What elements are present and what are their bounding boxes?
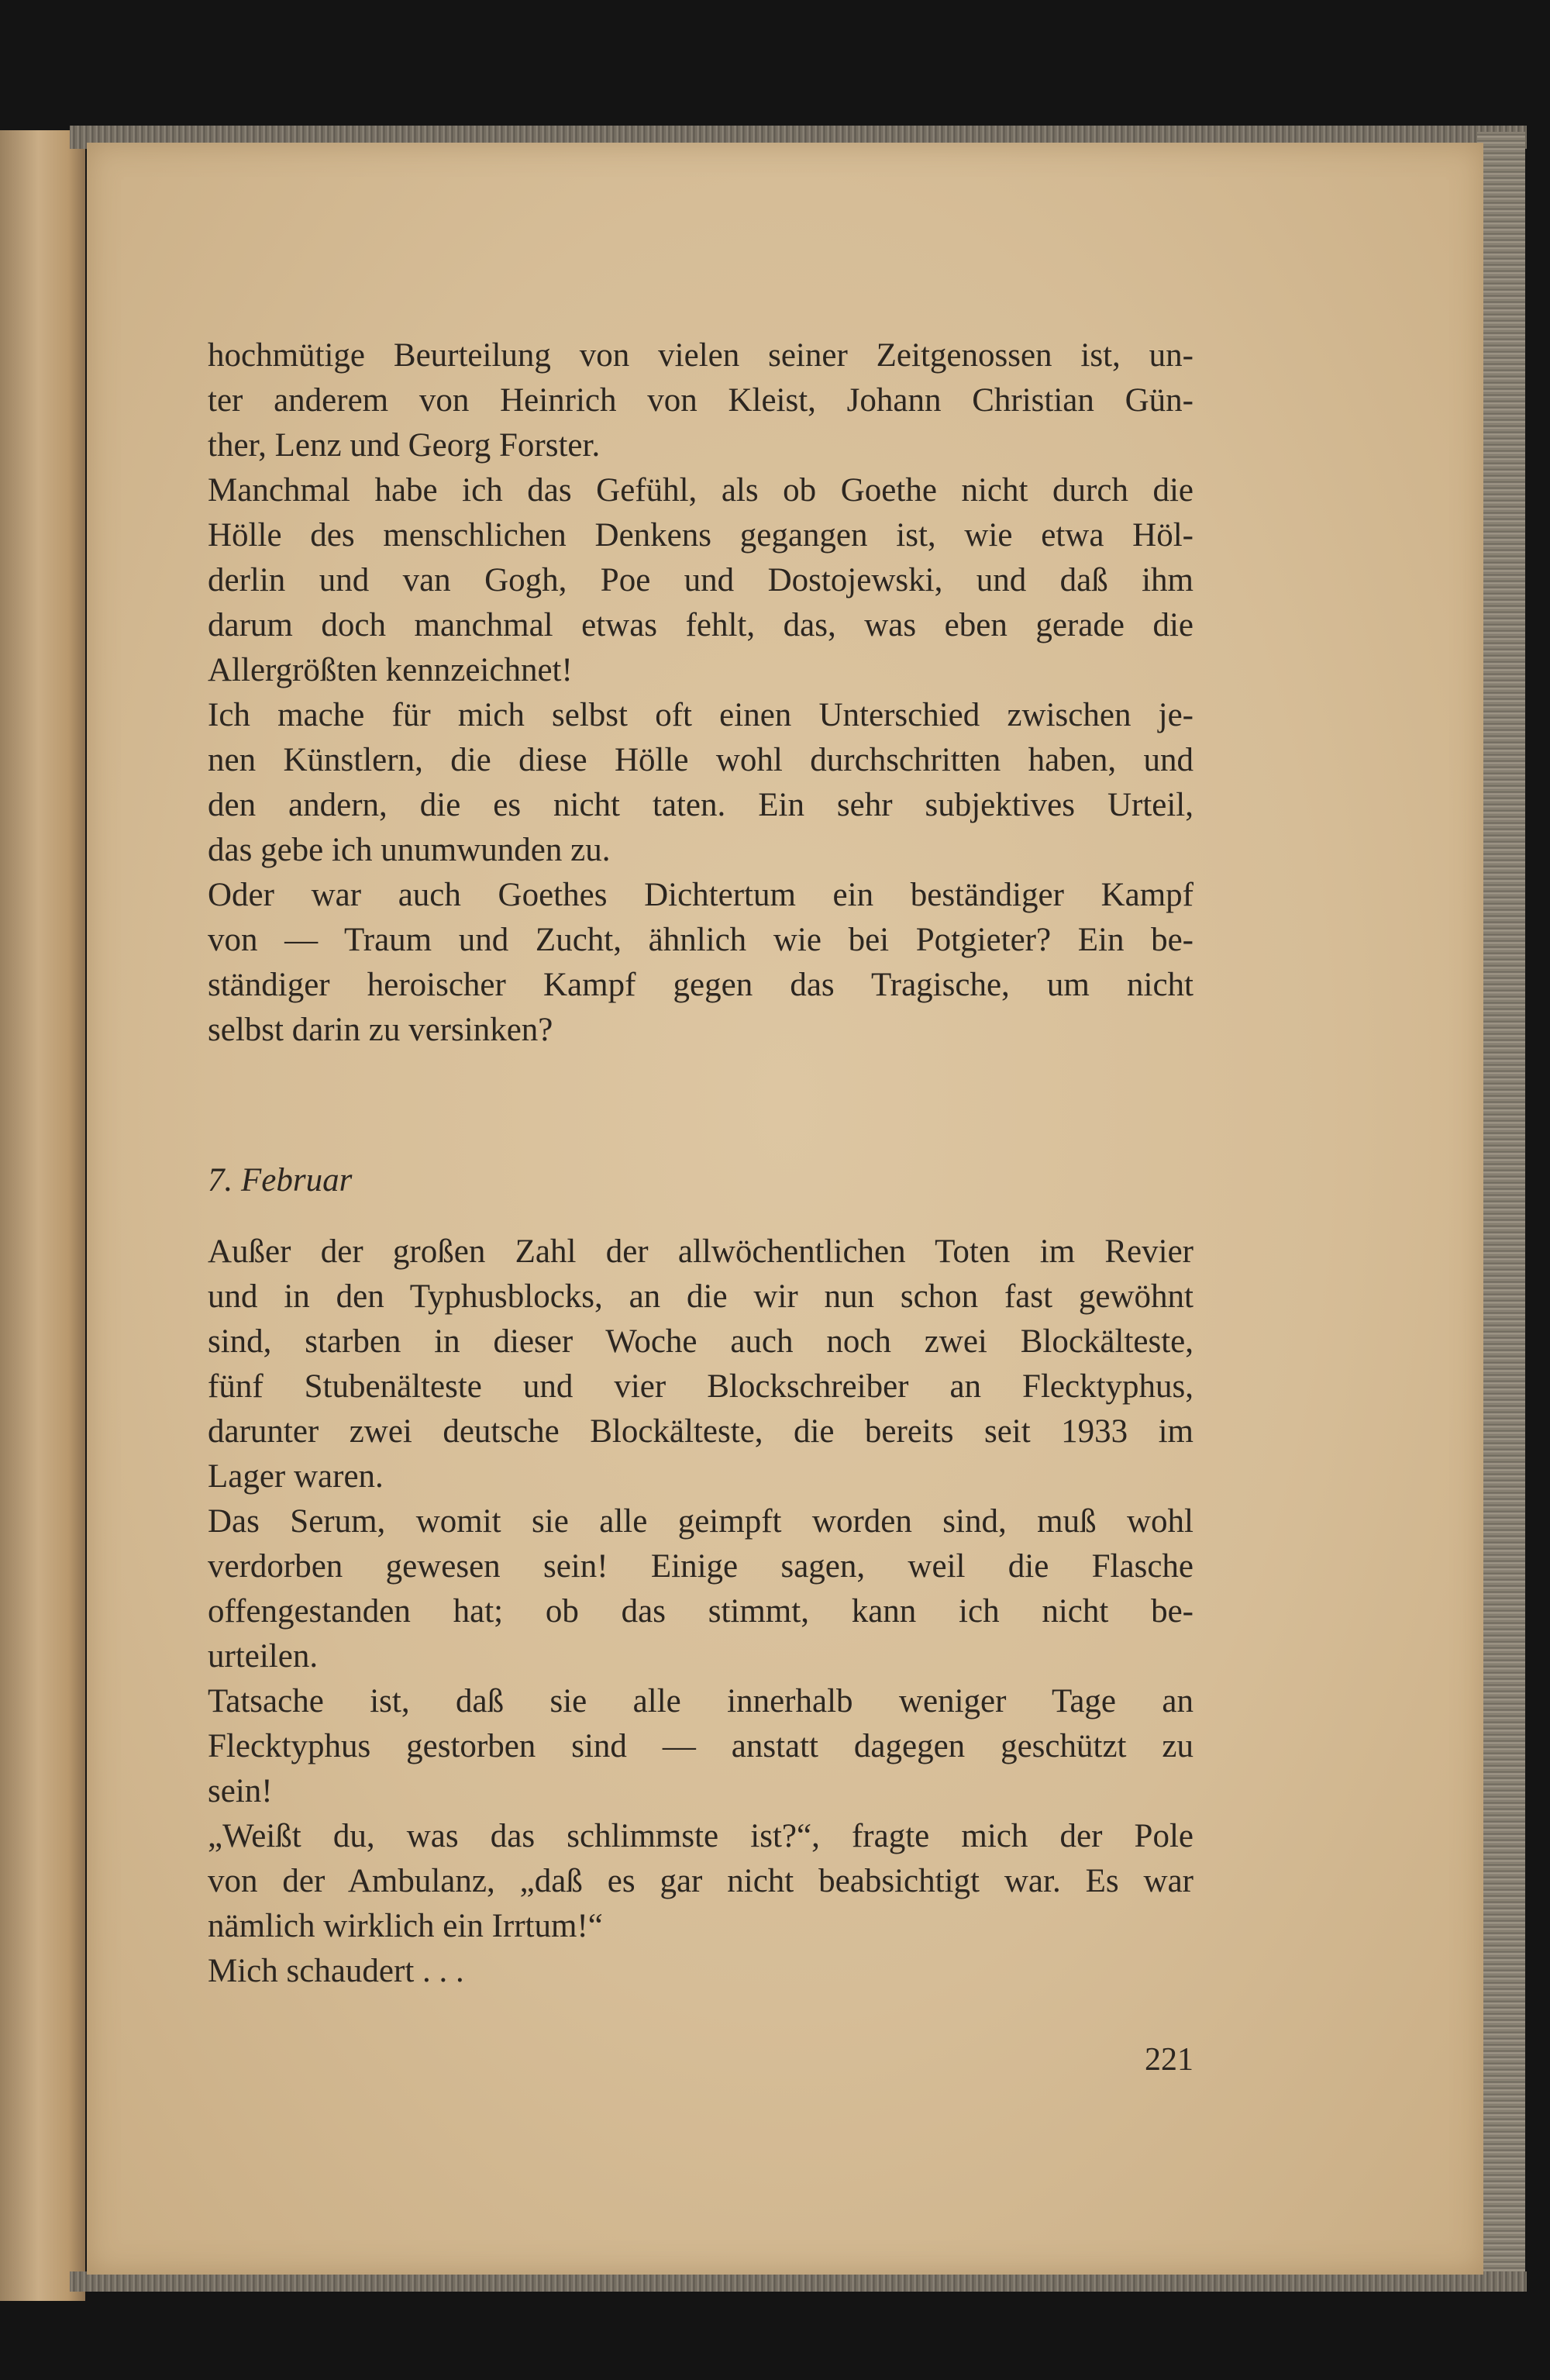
- text-line: Oder war auch Goethes Dichtertum ein beständiger Kampf: [208, 877, 1194, 913]
- text-line: ständiger heroischer Kampf gegen das Tragische, um nicht: [208, 967, 1194, 1003]
- text-line: das gebe ich unumwunden zu.: [208, 832, 611, 868]
- paragraph-block-1: [208, 333, 1194, 1053]
- text-line: Allergrößten kennzeichnet!: [208, 652, 573, 688]
- text-line: ther, Lenz und Georg Forster.: [208, 427, 601, 464]
- text-line: sind, starben in dieser Woche auch noch zwei Blockälteste,: [208, 1323, 1194, 1360]
- text-line: nen Künstlern, die diese Hölle wohl durchschritten haben, und: [208, 742, 1194, 778]
- book-cover-left-edge: [0, 130, 85, 2301]
- text-line: Das Serum, womit sie alle geimpft worden sind, muß wohl: [208, 1503, 1194, 1540]
- text-line: darunter zwei deutsche Blockälteste, die bereits seit 1933 im: [208, 1413, 1194, 1450]
- text-line: von der Ambulanz, „daß es gar nicht beabsichtigt war. Es war: [208, 1863, 1194, 1899]
- text-line: nämlich wirklich ein Irrtum!“: [208, 1908, 603, 1944]
- paragraph-block-2: [208, 1230, 1194, 1994]
- text-line: ter anderem von Heinrich von Kleist, Johann Christian Gün-: [208, 382, 1194, 419]
- cover-cloth-right-edge: [1477, 132, 1525, 2291]
- text-line: Außer der großen Zahl der allwöchentlichen Toten im Revier: [208, 1233, 1194, 1270]
- text-line: und in den Typhusblocks, an die wir nun schon fast gewöhnt: [208, 1278, 1194, 1315]
- text-line: Hölle des menschlichen Denkens gegangen ist, wie etwa Höl-: [208, 517, 1194, 554]
- text-line: urteilen.: [208, 1638, 319, 1675]
- text-line: derlin und van Gogh, Poe und Dostojewski, und daß ihm: [208, 562, 1194, 598]
- text-line: hochmütige Beurteilung von vielen seiner Zeitgenossen ist, un-: [208, 337, 1194, 374]
- text-line: selbst darin zu versinken?: [208, 1012, 553, 1048]
- text-line: den andern, die es nicht taten. Ein sehr subjektives Urteil,: [208, 787, 1194, 823]
- text-line: Tatsache ist, daß sie alle innerhalb weniger Tage an: [208, 1683, 1194, 1719]
- text-line: „Weißt du, was das schlimmste ist?“, fragte mich der Pole: [208, 1818, 1194, 1854]
- text-line: Lager waren.: [208, 1458, 384, 1495]
- page-number: 221: [1145, 2042, 1194, 2078]
- text-line: fünf Stubenälteste und vier Blockschreiber an Flecktyphus,: [208, 1368, 1194, 1405]
- text-line: Manchmal habe ich das Gefühl, als ob Goethe nicht durch die: [208, 472, 1194, 509]
- text-line: Flecktyphus gestorben sind — anstatt dagegen geschützt zu: [208, 1728, 1194, 1764]
- text-line: sein!: [208, 1773, 273, 1809]
- text-line: von — Traum und Zucht, ähnlich wie bei Potgieter? Ein be-: [208, 922, 1194, 958]
- text-line: Mich schaudert . . .: [208, 1953, 464, 1989]
- text-line: Ich mache für mich selbst oft einen Unterschied zwischen je-: [208, 697, 1194, 733]
- text-line: darum doch manchmal etwas fehlt, das, was eben gerade die: [208, 607, 1194, 643]
- text-line: offengestanden hat; ob das stimmt, kann ich nicht be-: [208, 1593, 1194, 1630]
- text-line: verdorben gewesen sein! Einige sagen, weil die Flasche: [208, 1548, 1194, 1585]
- date-heading: 7. Februar: [208, 1162, 353, 1199]
